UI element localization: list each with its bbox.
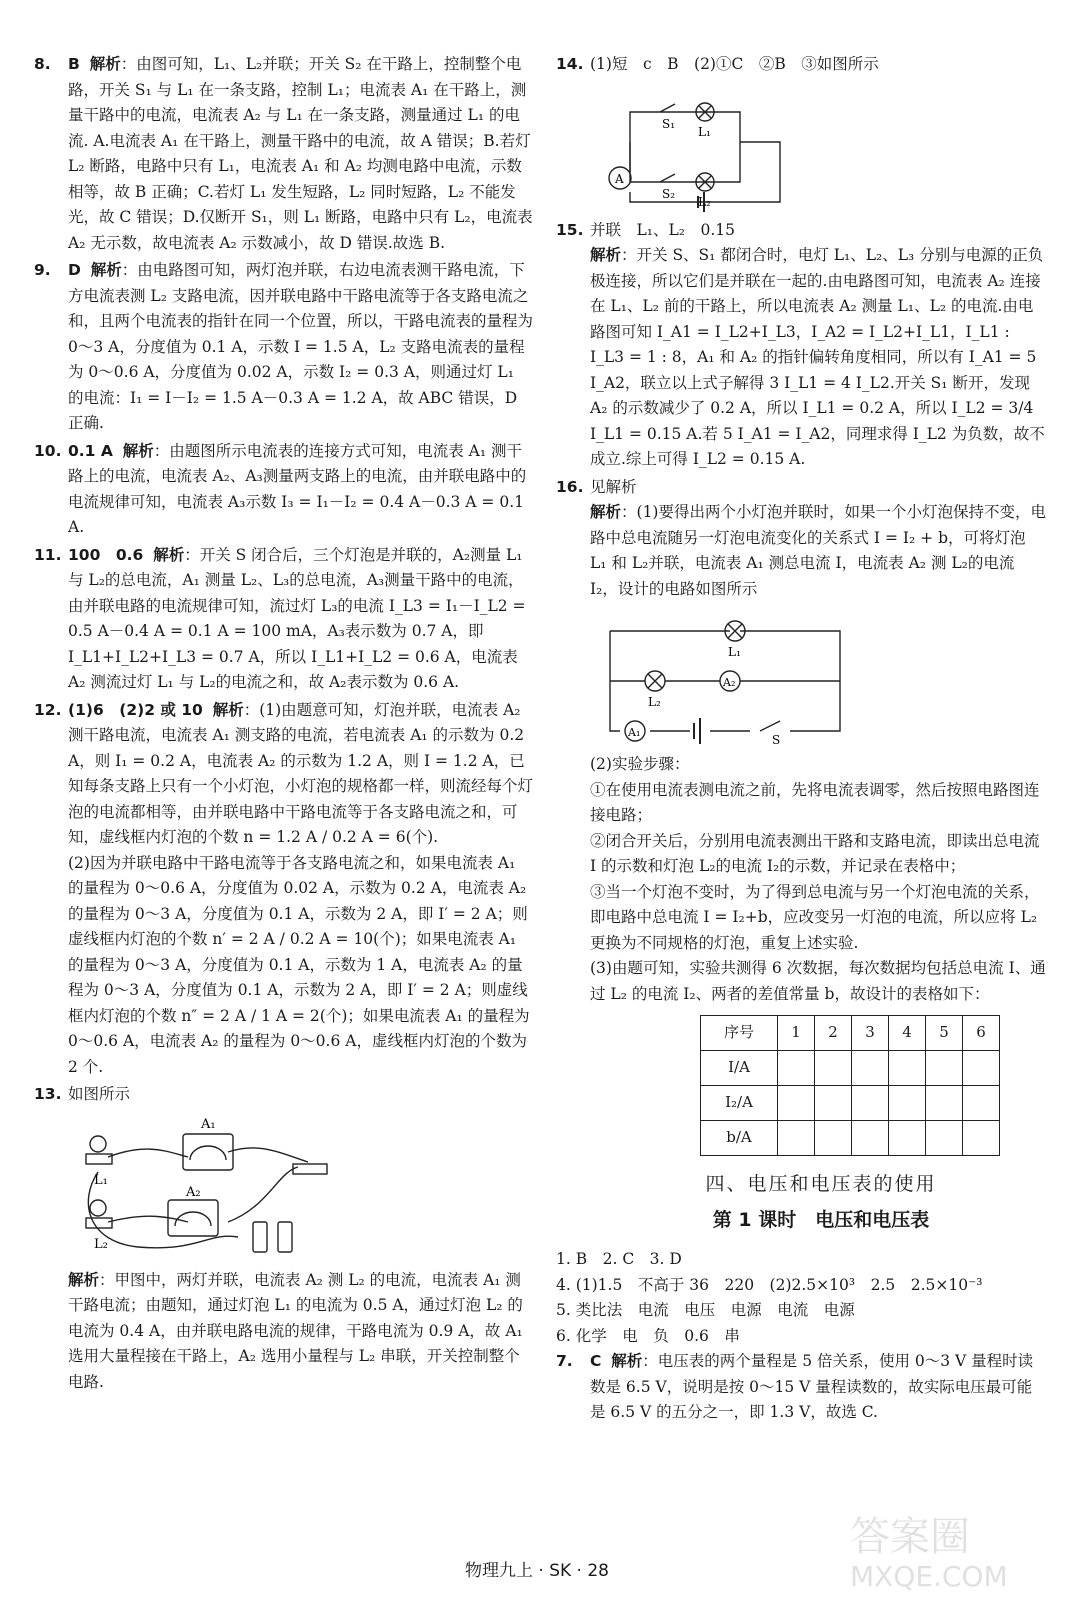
circuit-figure-14 <box>590 82 890 212</box>
item-number: 14. <box>556 55 584 73</box>
table-header-cell: 1 <box>778 1016 815 1051</box>
item-answer: 如图所示 <box>68 1085 131 1103</box>
analysis-text: ：由题图所示电流表的连接方式可知，电流表 A₁ 测干路上的电流，电流表 A₂、A₃测量两支路上的电流，由并联电路中的电流规律可知，电流表 A₃示数 I₃ = I₁－I₂ = 0.4 A－0.3 A = 0.1 A. <box>68 441 527 536</box>
battery <box>253 1222 267 1252</box>
answer-6: 6. 化学 电 负 0.6 串 <box>556 1326 740 1345</box>
answer-item-9 <box>34 258 534 437</box>
ammeter-a2 <box>168 1200 218 1236</box>
bulb-l2 <box>90 1200 106 1216</box>
battery <box>278 1222 292 1252</box>
page-footer: 物理九上 · SK · 28 <box>465 1561 609 1581</box>
analysis-text-part2: (2)因为并联电路中干路电流等于各支路电流之和，如果电流表 A₁ 的量程为 0～0.6 A，分度值为 0.02 A，示数为 0.2 A，电流表 A₂ 的量程为 0～3 A，分度值为 0.1 A，示数为 2 A，即 I′ = 2 A；则虚线框内灯泡的个数 n′ = 2 A / 0.2 A = 10(个)；如果电流表 A₁ 的量程为 0～3 A，分度值为 0.1 A，示数为 1 A，电流表 A₂ 的量程为 0～3 A，分度值为 0.1 A，示数为 2 A，即 I′ = 2 A；则虚线框内灯泡的个数 n″ = 2 A / 1 A = 2(个)；如果电流表 A₁ 的量程为 0～0.6 A，电流表 A₂ 的量程为 0～0.6 A，虚线框内灯泡的个数为 2 个. <box>68 853 530 1076</box>
left-column <box>34 52 534 1397</box>
answer-4: 4. (1)1.5 不高于 36 220 (2)2.5×10³ 2.5 2.5×10⁻³ <box>556 1275 983 1294</box>
bulb-l1 <box>90 1136 106 1152</box>
switch-s2 <box>660 174 675 182</box>
switch <box>293 1164 327 1174</box>
table-intro: (3)由题可知，实验共测得 6 次数据，每次数据均包括总电流 I、通过 L₂ 的电流 I₂、两者的差值常量 b，故设计的表格如下： <box>590 959 1046 1003</box>
analysis-text: ：开关 S 闭合后，三个灯泡是并联的，A₂测量 L₁ 与 L₂的总电流，A₁ 测量 L₂、L₃的总电流，A₃测量干路中的电流，由并联电路的电流规律可知，流过灯 L₃的电流 I_L3 = I₁－I_L2 = 0.5 A－0.4 A = 0.1 A = 100 mA，A₃表示数为 0.7 A，即 I_L1+I_L2+I_L3 = 0.7 A，所以 I_L1+I_L2 = 0.6 A，电流表 A₂ 测流过灯 L₁ 与 L₂的电流之和，故 A₂表示数为 0.6 A. <box>68 545 526 691</box>
analysis-text: ：由图可知，L₁、L₂并联；开关 S₂ 在干路上，控制整个电路，开关 S₁ 与 L₁ 在一条支路，控制 L₁；电流表 A₁ 在干路上，测量干路中的电流，电流表 A₂ 与 L₁ 在一条支路，测量通过 L₁ 的电流. A.电流表 A₁ 在干路上，测量干路中的电流，故 A 错误；B.若灯 L₂ 断路，电路中只有 L₁，电流表 A₁ 和 A₂ 均测电路中电流，示数相等，故 B 正确；C.若灯 L₁ 发生短路，L₂ 同时短路，L₂ 不能发光，故 C 错误；D.仅断开 S₁，则 L₁ 断路，电路中只有 L₂，电流表 A₂ 无示数，故电流表 A₂ 示数减小，故 D 错误.故选 B. <box>68 55 533 252</box>
item-number: 13. <box>34 1085 62 1103</box>
answer-item-7 <box>556 1349 1046 1426</box>
item-answer: (1)短 c B (2)①C ②B ③如图所示 <box>590 55 879 73</box>
item-answer: C <box>590 1352 602 1370</box>
analysis-text: ：甲图中，两灯并联，电流表 A₂ 测 L₂ 的电流，电流表 A₁ 测干路电流；由题知，通过灯泡 L₁ 的电流为 0.5 A，通过灯泡 L₂ 的电流为 0.4 A，由并联电路电流的规律，干路电流为 0.9 A，故 A₁ 选用大量程接在干路上，A₂ 选用小量程与 L₂ 串联，开关控制整个电路. <box>68 1270 523 1391</box>
wire <box>108 1149 188 1157</box>
item-answer: D <box>68 261 81 279</box>
label-s2: S₂ <box>662 186 676 201</box>
table-header-cell: 6 <box>963 1016 1000 1051</box>
answer-item-14 <box>556 52 1046 212</box>
table-row-label: b/A <box>701 1121 778 1156</box>
label-l1: L₁ <box>728 645 741 659</box>
item-answer: 见解析 <box>590 477 637 496</box>
dial <box>175 1212 211 1226</box>
step-3: ③当一个灯泡不变时，为了得到总电流与另一个灯泡电流的关系，即电路中总电流 I = I₂+b，应改变另一灯泡的电流，所以应将 L₂更换为不同规格的灯泡，重复上述实验. <box>590 882 1040 952</box>
answer-item-11 <box>34 543 534 696</box>
label-a2: A₂ <box>723 676 736 689</box>
item-number: 11. <box>34 545 62 564</box>
analysis-label: 解析 <box>590 503 622 521</box>
label-l1: L₁ <box>94 1172 108 1188</box>
table-row-label: I/A <box>701 1051 778 1086</box>
label-s1: S₁ <box>662 116 676 131</box>
watermark-line1: 答案圈 <box>850 1514 970 1560</box>
circuit-figure-13 <box>68 1112 338 1262</box>
label-a1: A₁ <box>201 1116 216 1132</box>
analysis-label: 解析 <box>153 545 185 564</box>
table-header-cell: 2 <box>815 1016 852 1051</box>
item-number: 15. <box>556 220 584 239</box>
switch-s1 <box>660 104 675 112</box>
analysis-label: 解析 <box>68 1270 100 1289</box>
answer-item-10 <box>34 439 534 541</box>
item-number: 16. <box>556 477 584 496</box>
wire <box>228 1167 298 1222</box>
data-table <box>700 1015 1000 1156</box>
bulb-cross <box>648 674 662 688</box>
label-a: A <box>615 171 624 186</box>
circuit-figure-16 <box>590 606 890 746</box>
table-header-cell: 4 <box>889 1016 926 1051</box>
item-number: 10. <box>34 441 62 460</box>
item-answer: (1)6 (2)2 或 10 <box>68 700 203 719</box>
table-row-label: I₂/A <box>701 1086 778 1121</box>
item-number: 8. <box>34 55 51 73</box>
answers-1-3: 1. B 2. C 3. D <box>556 1250 682 1268</box>
table-row <box>701 1086 1000 1121</box>
bulb-base <box>86 1218 112 1228</box>
lesson-title: 第 1 课时 电压和电压表 <box>712 1208 930 1231</box>
ammeter-a1 <box>183 1134 233 1170</box>
answer-item-15 <box>556 218 1046 473</box>
bulb-cross <box>728 624 742 638</box>
analysis-text: ：由电路图可知，两灯泡并联，右边电流表测干路电流，下方电流表测 L₂ 支路电流，因并联电路中干路电流等于各支路电流之和，且两个电流表的指针在同一个位置，所以，干路电流表的量程为 0～3 A，分度值为 0.1 A，示数 I = 1.5 A，L₂ 支路电流表的量程为 0～0.6 A，分度值为 0.02 A，示数 I₂ = 0.3 A，则通过灯 L₁ 的电流：I₁ = I－I₂ = 1.5 A－0.3 A = 1.2 A，故 ABC 错误，D 正确. <box>68 261 534 432</box>
switch-s <box>760 721 780 731</box>
answer-item-12 <box>34 698 534 1081</box>
step-2: ②闭合开关后，分别用电流表测出干路和支路电流，即读出总电流 I 的示数和灯泡 L₂的电流 I₂的示数，并记录在表格中； <box>590 831 1040 875</box>
step-1: ①在使用电流表测电流之前，先将电流表调零，然后按照电路图连接电路； <box>590 780 1040 824</box>
analysis-label: 解析 <box>89 55 121 73</box>
table-header-cell: 序号 <box>701 1016 778 1051</box>
answer-item-16 <box>556 475 1046 1157</box>
label-a2: A₂ <box>186 1184 201 1200</box>
label-l1: L₁ <box>698 124 711 139</box>
section-title: 四、电压和电压表的使用 <box>705 1173 937 1195</box>
item-number: 9. <box>34 261 51 279</box>
wire <box>228 1147 308 1161</box>
analysis-text: ：电压表的两个量程是 5 倍关系，使用 0～3 V 量程时读数是 6.5 V，说明是按 0～15 V 量程读数的，故实际电压最可能是 6.5 V 的五分之一，即 1.3 V，故选 C. <box>590 1352 1034 1421</box>
analysis-label: 解析 <box>611 1352 643 1370</box>
analysis-label: 解析 <box>212 700 244 719</box>
label-l2: L₂ <box>698 194 711 209</box>
analysis-label: 解析 <box>590 246 622 264</box>
analysis-text: ：(1)要得出两个小灯泡并联时，如果一个小灯泡保持不变，电路中总电流随另一灯泡电流变化的关系式 I = I₂ + b，可将灯泡 L₁ 和 L₂并联，电流表 A₁ 测总电流 I，电流表 A₂ 测 L₂的电流 I₂，设计的电路如图所示 <box>590 503 1046 598</box>
dial <box>190 1146 226 1160</box>
item-answer: 并联 L₁、L₂ 0.15 <box>590 220 736 239</box>
item-number: 12. <box>34 700 62 719</box>
label-l2: L₂ <box>94 1236 108 1252</box>
table-header-cell: 3 <box>852 1016 889 1051</box>
label-l2: L₂ <box>648 695 661 709</box>
watermark-logo <box>840 1500 1060 1596</box>
watermark-line2: MXQE.COM <box>850 1560 1008 1593</box>
item-number: 7. <box>556 1352 573 1370</box>
answer-item-13 <box>34 1082 534 1395</box>
analysis-text: ：(1)由题意可知，灯泡并联，电流表 A₂ 测干路电流，电流表 A₁ 测支路的电流，若电流表 A₁ 的示数为 0.2 A，则 I₁ = 0.2 A，电流表 A₂ 的示数为 1.2 A，则 I = 1.2 A，已知每条支路上只有一个小灯泡，小灯泡的规格都一样，则流经每个灯泡的电流都相等，由并联电路中干路电流等于各支路电流之和，可知，虚线框内灯泡的个数 n = 1.2 A / 0.2 A = 6(个). <box>68 700 534 846</box>
label-a1: A₁ <box>628 726 641 739</box>
item-answer: 100 0.6 <box>68 545 144 564</box>
answer-5: 5. 类比法 电流 电压 电源 电流 电源 <box>556 1301 855 1319</box>
battery-symbol <box>694 718 700 744</box>
item-answer: 0.1 A <box>68 441 113 460</box>
label-s: S <box>772 733 781 746</box>
answer-item-8 <box>34 52 534 256</box>
item-answer: B <box>68 55 80 73</box>
analysis-text: ：开关 S、S₁ 都闭合时，电灯 L₁、L₂、L₃ 分别与电源的正负极连接，所以它们是并联在一起的.由电路图可知，电流表 A₂ 连接在 L₁、L₂ 前的干路上，所以电流表 A₂ 测量 L₁、L₂ 的电流.由电路图可知 I_A1 = I_L2+I_L3，I_A2 = I_L2+I_L1，I_L1 : I_L3 = 1 : 8，A₁ 和 A₂ 的指针偏转角度相同，所以有 I_A1 = 5 I_A2，联立以上式子解得 3 I_L1 = 4 I_L2.开关 S₁ 断开，发现 A₂ 的示数减少了 0.2 A，所以 I_L1 = 0.2 A，所以 I_L2 = 3/4 I_L1 = 0.15 A.若 5 I_A1 = I_A2，同理求得 I_L2 为负数，故不成立.综上可得 I_L2 = 0.15 A. <box>590 246 1045 468</box>
bulb-base <box>86 1154 112 1164</box>
table-row <box>701 1051 1000 1086</box>
table-header-row <box>701 1016 1000 1051</box>
analysis-label: 解析 <box>90 261 122 279</box>
table-row <box>701 1121 1000 1156</box>
table-header-cell: 5 <box>926 1016 963 1051</box>
steps-title: (2)实验步骤： <box>590 755 690 773</box>
analysis-label: 解析 <box>122 441 154 460</box>
right-column <box>556 52 1046 1428</box>
